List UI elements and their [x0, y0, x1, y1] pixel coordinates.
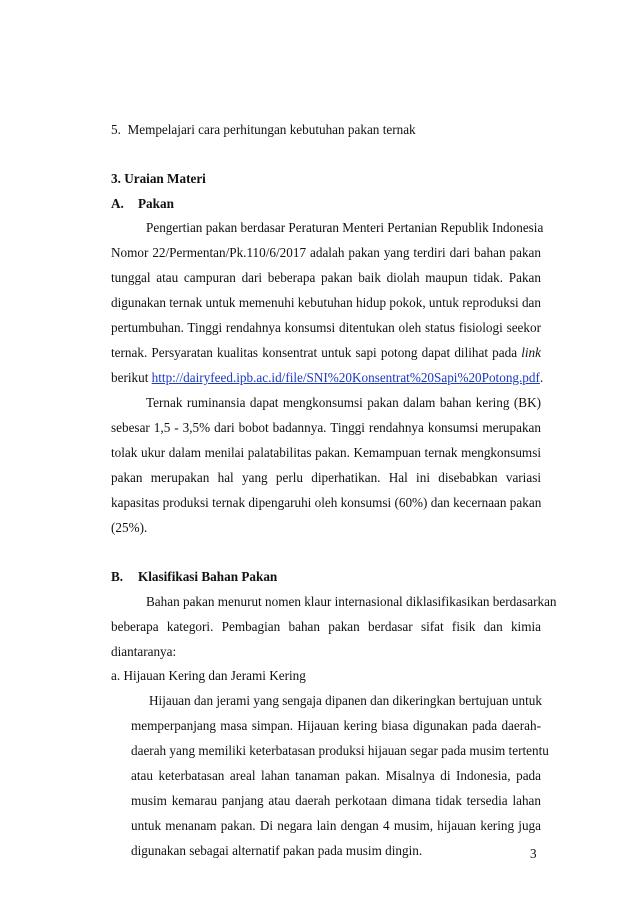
paragraph-line: tunggal atau campuran dari beberapa pakan baik diolah maupun tidak. Pakan — [111, 270, 541, 285]
italic-word-link: link — [521, 345, 541, 360]
section-a-heading — [111, 196, 541, 212]
list-item-5-number: 5. — [111, 122, 121, 137]
section-a-label: A. — [111, 196, 124, 211]
sni-konsentrat-link[interactable]: http://dairyfeed.ipb.ac.id/file/SNI%20Konsentrat%20Sapi%20Potong.pdf — [151, 370, 540, 385]
paragraph-line: daerah yang memiliki keterbatasan produksi hijauan segar pada musim tertentu — [131, 743, 549, 758]
section-a-title: Pakan — [138, 196, 174, 211]
paragraph-line: untuk menanam pakan. Di negara lain dengan 4 musim, hijauan kering juga — [131, 818, 541, 833]
paragraph-line: sebesar 1,5 - 3,5% dari bobot badannya. Tinggi rendahnya konsumsi merupakan — [111, 420, 541, 435]
paragraph-line: pertumbuhan. Tinggi rendahnya konsumsi ditentukan oleh status fisiologi seekor — [111, 320, 541, 335]
paragraph-line: Bahan pakan menurut nomen klaur internasional diklasifikasikan berdasarkan — [146, 594, 557, 609]
paragraph-line: Pengertian pakan berdasar Peraturan Menteri Pertanian Republik Indonesia — [146, 220, 544, 235]
section-heading: 3. Uraian Materi — [111, 171, 206, 186]
paragraph-line — [111, 345, 541, 361]
section-b-heading — [111, 569, 541, 585]
paragraph-line: atau keterbatasan areal lahan tanaman pakan. Misalnya di Indonesia, pada — [131, 768, 541, 783]
paragraph-line: digunakan ternak untuk memenuhi kebutuhan hidup pokok, untuk reproduksi dan — [111, 295, 541, 310]
paragraph-line: Ternak ruminansia dapat mengkonsumsi pakan dalam bahan kering (BK) — [146, 395, 541, 410]
paragraph-text: berikut — [111, 370, 152, 385]
paragraph-line — [111, 370, 544, 386]
section-b-label: B. — [111, 569, 124, 584]
paragraph-line: (25%). — [111, 520, 148, 535]
page-number: 3 — [530, 846, 537, 861]
paragraph-text: ternak. Persyaratan kualitas konsentrat untuk sapi potong dapat dilihat pada — [111, 345, 522, 360]
paragraph-line: pakan merupakan hal yang perlu diperhatikan. Hal ini disebabkan variasi — [111, 470, 541, 485]
paragraph-line: digunakan sebagai alternatif pakan pada musim dingin. — [131, 843, 423, 858]
paragraph-line: musim kemarau panjang atau daerah perkotaan dimana tidak tersedia lahan — [131, 793, 541, 808]
paragraph-line: diantaranya: — [111, 644, 177, 659]
section-b-title: Klasifikasi Bahan Pakan — [138, 569, 278, 584]
list-item-5 — [111, 122, 541, 138]
paragraph-line: beberapa kategori. Pembagian bahan pakan berdasar sifat fisik dan kimia — [111, 619, 541, 634]
paragraph-line: kapasitas produksi ternak dipengaruhi oleh konsumsi (60%) dan kecernaan pakan — [111, 495, 542, 510]
subsection-a-heading: a. Hijauan Kering dan Jerami Kering — [111, 668, 306, 683]
list-item-5-text: Mempelajari cara perhitungan kebutuhan pakan ternak — [127, 122, 416, 137]
paragraph-text: . — [539, 370, 544, 385]
paragraph-line: Nomor 22/Permentan/Pk.110/6/2017 adalah pakan yang terdiri dari bahan pakan — [111, 245, 541, 260]
paragraph-line: memperpanjang masa simpan. Hijauan kering biasa digunakan pada daerah- — [131, 718, 541, 733]
paragraph-line: tolak ukur dalam menilai palatabilitas pakan. Kemampuan ternak mengkonsumsi — [111, 445, 541, 460]
paragraph-line: Hijauan dan jerami yang sengaja dipanen dan dikeringkan bertujuan untuk — [149, 693, 542, 708]
